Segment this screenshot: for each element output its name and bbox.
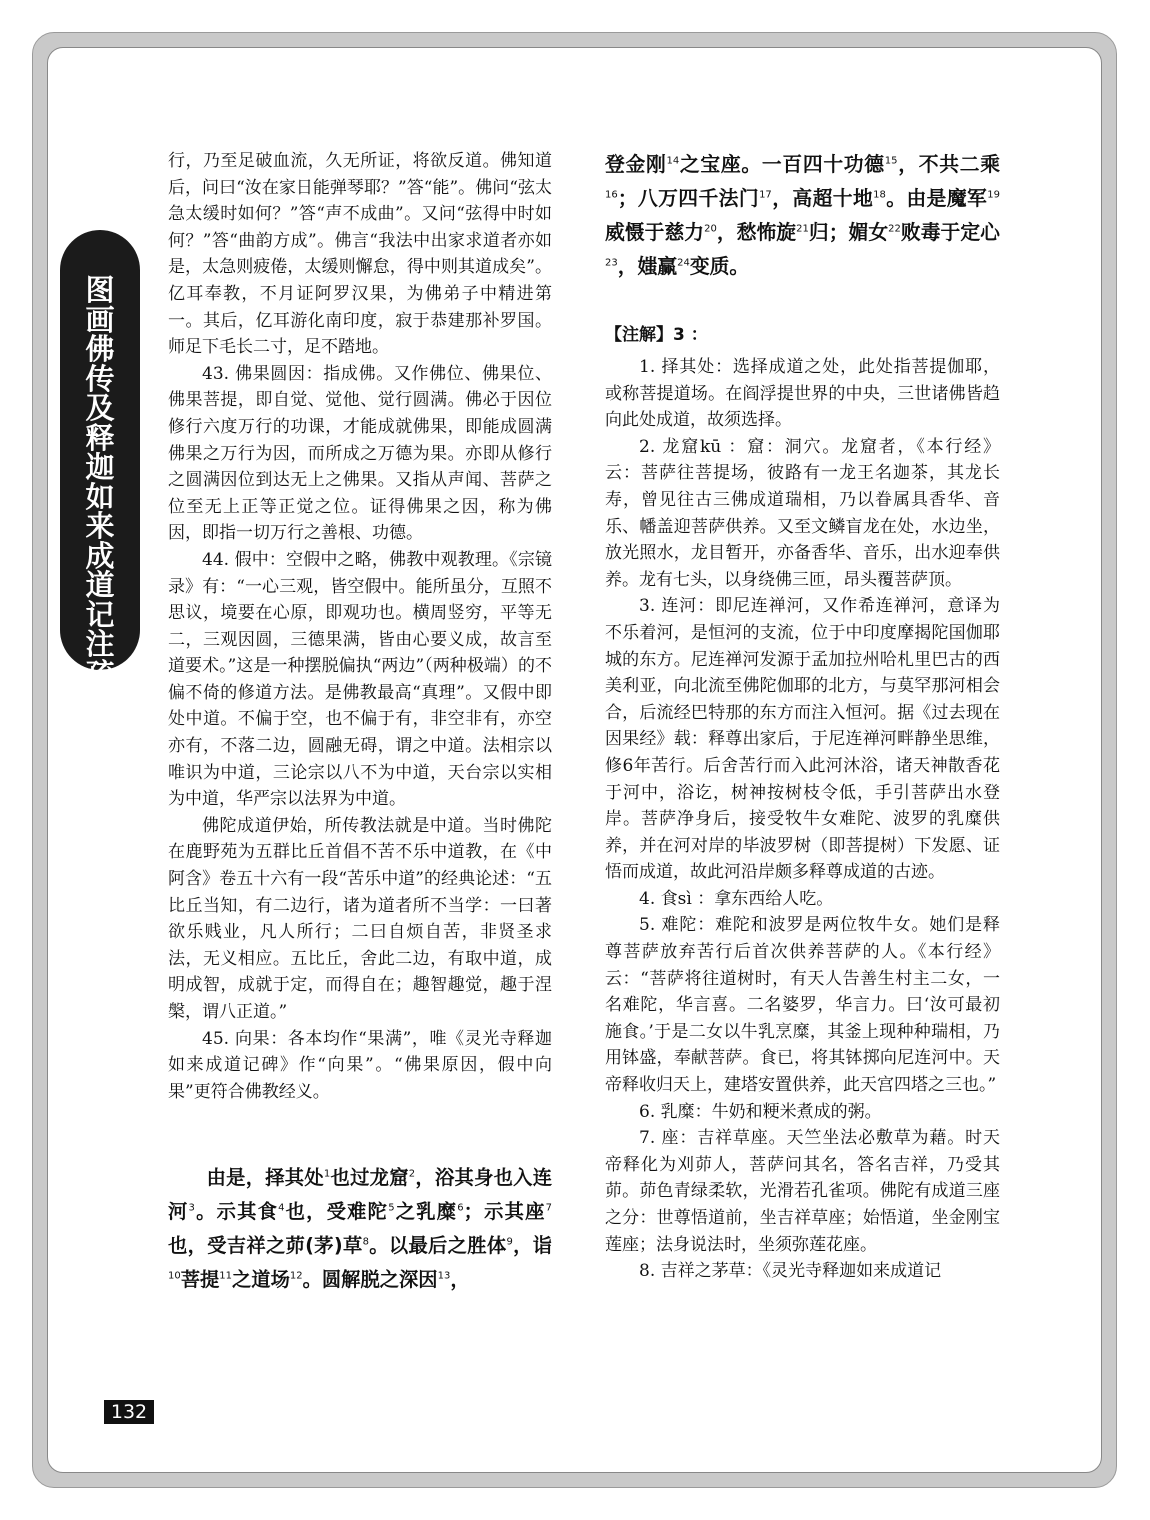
main-text-segment: 之道场 [232,1268,290,1292]
main-text-segment: ， [450,1268,470,1292]
note-5: 5. 难陀：难陀和波罗是两位牧牛女。她们是释尊菩萨放弃苦行后首次供养菩萨的人。《本行经》云：“菩萨将往道树时，有天人告善生村主二女，一名难陀，华言喜。二名婆罗，华言力。曰‘汝可最初施食。’于是二女以牛乳烹糜，其釜上现种种瑞相，乃用钵盛，奉献菩萨。食已，将其钵掷向尼连河中。天帝释收归天上，建塔安置供养，此天宫四塔之三也。” [605,915,1000,1096]
footnote-ref: 5 [388,1202,395,1214]
main-text-segment: 也，受难陀 [284,1200,389,1224]
title-char: 传 [85,361,115,396]
title-char: 迦 [85,450,115,484]
title-char: 疏 [85,656,115,691]
main-text-segment: 之乳糜 [394,1200,458,1224]
main-text-segment: 。示其食 [194,1200,279,1224]
title-char: 如 [85,479,115,514]
note-8: 8. 吉祥之茅草：《灵光寺释迦如来成道记 [639,1261,942,1282]
note-2: 2. 龙窟kū ：窟：洞穴。龙窟者，《本行经》云：菩萨往菩提场，彼路有一龙王名迦茶，其龙长寿，曾见往古三佛成道瑞相，乃以眷属具香华、音乐、幡盖迎菩萨供养。又至文鳞盲龙在处，水边坐，放光照水，龙目暂开，亦备香华、音乐，出水迎奉供养。龙有七头，以身绕佛三匝，昂头覆菩萨顶。 [605,436,1000,590]
main-text-segment: 也，受吉祥之茆(茅)草 [168,1234,363,1258]
footnote-ref: 19 [987,189,1000,201]
title-char: 道 [85,568,115,602]
footnote-ref: 23 [605,257,618,269]
main-text-segment: 。以最后之胜体 [368,1234,507,1258]
note-44-continued: 佛陀成道伊始，所传教法就是中道。当时佛陀在鹿野苑为五群比丘首倡不苦不乐中道教，在《中阿含》卷五十六有一段“苦乐中道”的经典论述：“五比丘当知，有二边行，诸为道者所不当学：一曰著欲乐贱业，凡人所行；二曰自烦自苦，非贤圣求法，无义相应。五比丘，舍此二边，有取中道，成明成智，成就于定，而得自在；趣智趣觉，趣于涅槃，谓八正道。” [168,815,552,1022]
main-text-segment: ，愁怖旋 [716,221,797,244]
title-char: 来 [85,509,115,543]
text-paragraph: 行，乃至足破血流，久无所证，将欲反道。佛知道后，问曰“汝在家日能弹琴耶？”答“能”。佛问“弦太急太缓时如何？”答“声不成曲”。又问“弦得中时如何？”答“曲韵方成”。佛言“我法中出家求道者亦如是，太急则疲倦，太缓则懈怠，得中则其道成矣”。亿耳奉教，不月证阿罗汉果，为佛弟子中精进第一。其后，亿耳游化南印度，寂于恭建那补罗国。师足下毛长二寸，足不踏地。 [168,151,552,358]
page-number: 132 [104,1400,154,1424]
main-text-segment: 败毒于定心 [900,221,1000,244]
note-1: 1. 择其处：选择成道之处，此处指菩提伽耶，或称菩提道场。在阎浮提世界的中央，三世诸佛皆趋向此处成道，故须选择。 [605,357,1000,431]
main-text-segment: 也过龙窟 [330,1166,409,1190]
footnote-ref: 6 [457,1202,464,1214]
main-text-passage [168,1161,552,1297]
title-char: 释 [85,420,115,455]
footnote-ref: 8 [362,1236,369,1248]
footnote-ref: 12 [289,1270,303,1282]
note-43: 43. 佛果圆因：指成佛。又作佛位、佛果位、佛果菩提，即自觉、觉他、觉行圆满。佛必于因位修行六度万行的功课，才能成就佛果，即能成圆满佛果之万行为因，而所成之万德为果。亦即从修行之圆满因位到达无上之佛果。又指从声闻、菩萨之位至无上正等正觉之位。证得佛果之因，称为佛因，即指一切万行之善根、功德。 [168,363,552,544]
note-4: 4. 食sì ：拿东西给人吃。 [639,888,834,909]
footnote-ref: 10 [168,1270,181,1282]
footnote-ref: 9 [506,1236,513,1248]
main-text-segment: 菩提 [180,1268,220,1292]
main-text-segment: 威慑于慈力 [605,221,705,244]
footnote-ref: 1 [323,1168,331,1180]
footnote-ref: 20 [704,223,717,235]
right-column [605,148,1000,1285]
book-title-tab [60,230,140,691]
main-text-segment: 登金刚 [605,153,667,176]
note-7: 7. 座：吉祥草座。天竺坐法必敷草为藉。时天帝释化为刈茆人，菩萨问其名，答名吉祥，乃受其茆。茆色青绿柔软，光滑若孔雀项。佛陀有成道三座之分：世尊悟道前，坐吉祥草座；始悟道，坐金刚宝莲座；法身说法时，坐须弥莲花座。 [605,1128,1000,1255]
main-text-segment: 之宝座。一百四十功德 [679,153,885,176]
footnote-ref: 16 [605,189,618,201]
title-char: 画 [85,302,115,337]
title-char: 成 [85,538,115,573]
footnote-ref: 4 [278,1202,285,1214]
main-text-segment: 。由是魔军 [885,187,988,210]
footnote-ref: 14 [666,155,680,167]
main-text-segment: ，媸赢 [617,255,678,278]
note-3: 3. 连河：即尼连禅河，又作希连禅河，意译为不乐着河，是恒河的支流，位于中印度摩揭陀国伽耶城的东方。尼连禅河发源于孟加拉州哈札里巴古的西美利亚，向北流至佛陀伽耶的北方，与莫罕那河相会合，后流经巴特那的东方而注入恒河。据《过去现在因果经》载：释尊出家后，于尼连禅河畔静坐思维，修6年苦行。后舍苦行而入此河沐浴，诸天神散香花于河中，浴讫，树神按树枝令低，手引菩萨出水登岸。菩萨净身后，接受牧牛女难陀、波罗的乳糜供养，并在河对岸的毕波罗树（即菩提树）下发愿、证悟而成道，故此河沿岸颇多释尊成道的古迹。 [605,596,1000,883]
footnote-ref: 13 [437,1270,451,1282]
footnote-ref: 15 [884,155,898,167]
note-6: 6. 乳糜：牛奶和粳米煮成的粥。 [639,1101,882,1122]
main-text-segment: ；八万四千法门 [617,187,760,210]
footnote-ref: 22 [888,223,901,235]
main-text-segment: ，不共二乘 [897,153,1000,176]
main-text-segment: ；示其座 [463,1200,546,1224]
title-char: 注 [85,627,115,661]
footnote-ref: 21 [796,223,809,235]
footnote-ref: 24 [677,257,690,269]
title-char: 图 [85,273,115,307]
footnote-ref: 7 [545,1202,553,1214]
main-text-segment: ，高超十地 [771,187,874,210]
footnote-ref: 18 [873,189,886,201]
main-text-segment: 归；媚女 [808,221,889,244]
note-45: 45. 向果：各本均作“果满”，唯《灵光寺释迦如来成道记碑》作“向果”。“佛果原因，假中向果”更符合佛教经义。 [168,1028,552,1102]
note-44: 44. 假中：空假中之略，佛教中观教理。《宗镜录》有：“一心三观，皆空假中。能所虽分，互照不思议，境要在心原，即观功也。横周竖穷，平等无二，三观因圆，三德果满，皆由心要义成，故言至道要术。”这是一种摆脱偏执“两边”（两种极端）的不偏不倚的修道方法。是佛教最高“真理”。又假中即处中道。不偏于空，也不偏于有，非空非有，亦空亦有，不落二边，圆融无碍，谓之中道。法相宗以唯识为中道，三论宗以八不为中道，天台宗以实相为中道，华严宗以法界为中道。 [168,549,552,810]
main-text-segment: 变质。 [689,255,750,278]
footnote-ref: 3 [188,1202,195,1214]
main-text-segment: ，浴其身也入连河 [168,1166,553,1224]
left-column [168,148,552,1297]
title-char: 佛 [85,332,115,366]
main-text-segment: 。圆解脱之深因 [302,1268,438,1292]
footnote-ref: 2 [408,1168,416,1180]
title-char: 及 [85,391,115,425]
main-text-passage [605,148,1000,284]
footnote-ref: 11 [219,1270,233,1282]
main-text-segment: 由是，择其处 [206,1166,324,1190]
title-char: 记 [85,597,115,632]
notes-heading: 【注解】3 ： [605,325,708,345]
main-text-segment: ，诣 [512,1234,552,1258]
footnote-ref: 17 [759,189,772,201]
